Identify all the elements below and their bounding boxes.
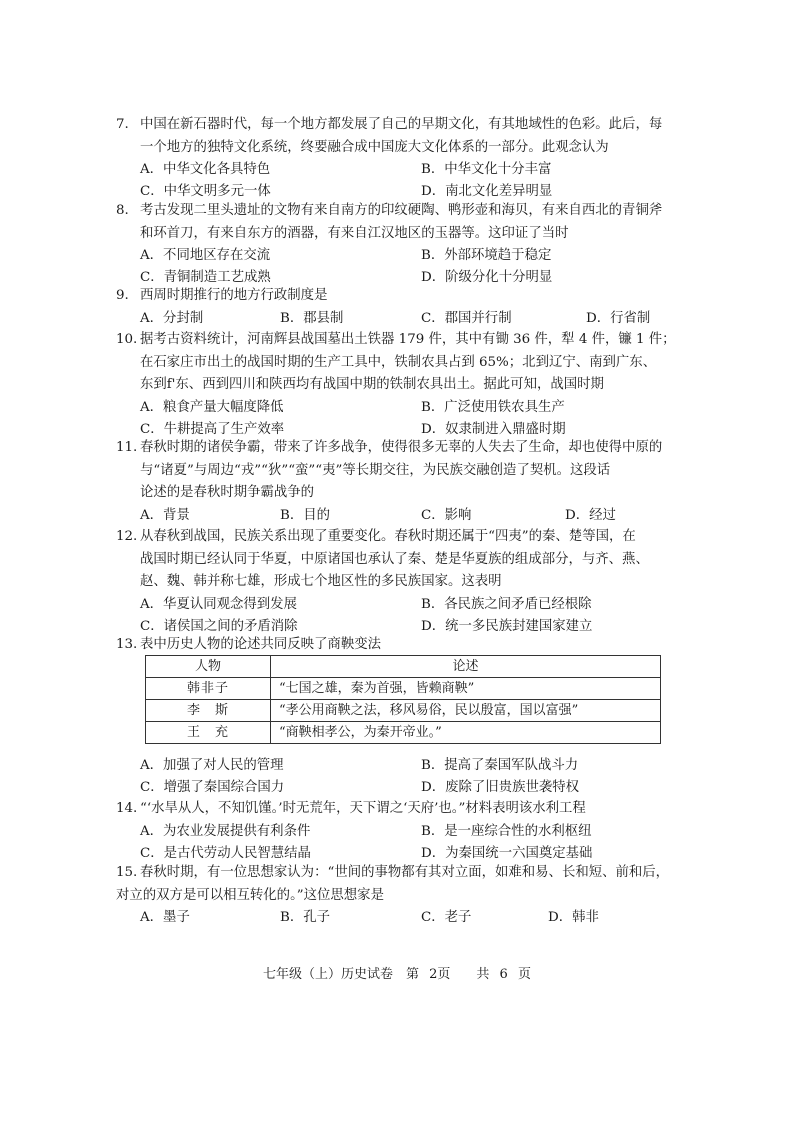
- stem-line: 赵、魏、韩并称七雄，形成七个地区性的多民族国家。这表明: [140, 574, 502, 589]
- table-cell-person: 王 充: [146, 722, 271, 744]
- stem-line: 战国时期已经认同于华夏，中原诸国也承认了秦、楚是华夏族的组成部分，与齐、燕、: [140, 551, 649, 567]
- option-b[interactable]: B．提高了秦国军队战斗力: [421, 758, 579, 773]
- question-number: 15.: [116, 865, 138, 880]
- option-b[interactable]: B．广泛使用铁农具生产: [421, 399, 565, 415]
- option-a[interactable]: A．加强了对人民的管理: [140, 758, 284, 773]
- option-c[interactable]: C．老子: [421, 910, 472, 925]
- option-c[interactable]: C．牛耕提高了生产效率: [140, 421, 285, 437]
- options-row: [116, 397, 676, 419]
- stem-line: 在石家庄市出土的战国时期的生产工具中，铁制农具占到 65%；北到辽宁、南到广东、: [140, 354, 657, 370]
- question-stem: [116, 114, 676, 159]
- question-stem: [116, 798, 676, 821]
- table-row: [146, 678, 661, 700]
- option-d[interactable]: D．韩非: [548, 910, 599, 925]
- question-10: [116, 329, 676, 441]
- question-number: 11.: [116, 440, 138, 455]
- options-row: [116, 755, 676, 777]
- stem-line: “‘水旱从人，不知饥馑。’时无荒年，天下谓之‘天府’也。”材料表明该水利工程: [140, 801, 586, 816]
- option-a[interactable]: A．华夏认同观念得到发展: [140, 596, 297, 612]
- question-number: 9.: [116, 288, 129, 303]
- option-d[interactable]: D．废除了旧贵族世袭特权: [421, 780, 580, 795]
- stem-line: 论述的是春秋时期争霸战争的: [140, 485, 315, 500]
- options-row: [116, 308, 676, 330]
- option-d[interactable]: D．行省制: [586, 310, 651, 326]
- option-d[interactable]: D．为秦国统一六国奠定基础: [421, 845, 593, 861]
- stem-line: 春秋时期，有一位思想家认为：“世间的事物都有其对立面，如难和易、长和短、前和后，: [140, 865, 670, 880]
- table-cell-person: 韩非子: [146, 678, 271, 700]
- question-stem: [116, 285, 676, 308]
- table-cell-quote: “孝公用商鞅之法，移风易俗，民以殷富，国以富强”: [271, 700, 661, 722]
- option-b[interactable]: B．中华文化十分丰富: [421, 162, 552, 177]
- question-14: [116, 798, 676, 865]
- option-d[interactable]: D．奴隶制进入鼎盛时期: [421, 421, 566, 437]
- option-a[interactable]: A．粮食产量大幅度降低: [140, 399, 284, 415]
- option-a[interactable]: A．分封制: [140, 310, 204, 326]
- option-d[interactable]: D．南北文化差异明显: [421, 184, 553, 199]
- stem-line: 中国在新石器时代，每一个地方都发展了自己的早期文化，有其地域性的色彩。此后，每: [140, 117, 663, 132]
- table-row: [146, 722, 661, 744]
- table-cell-quote: “七国之雄，秦为首强，皆赖商鞅”: [271, 678, 661, 700]
- options-row: [116, 907, 676, 929]
- question-stem: [116, 329, 676, 397]
- stem-line: 和环首刀，有来自东方的酒器，有来自江汉地区的玉器等。这印证了当时: [140, 225, 569, 241]
- option-b[interactable]: B．外部环境趋于稳定: [421, 248, 552, 263]
- question-stem: [116, 437, 676, 505]
- option-a[interactable]: A．墨子: [140, 910, 190, 925]
- question-number: 13.: [116, 637, 138, 652]
- option-c[interactable]: C．郡国并行制: [421, 310, 512, 326]
- table-row: [146, 700, 661, 722]
- question-stem: [116, 634, 676, 657]
- table-header: 论述: [271, 656, 661, 678]
- option-c[interactable]: C．增强了秦国综合国力: [140, 780, 285, 795]
- option-a[interactable]: A．为农业发展提供有利条件: [140, 823, 311, 839]
- option-a[interactable]: A．背景: [140, 507, 190, 523]
- question-number: 10.: [116, 332, 138, 347]
- question-11: [116, 437, 676, 527]
- stem-line: 据考古资料统计，河南辉县战国墓出土铁器 179 件，其中有锄 36 件，犁 4 件，镰 1 件；: [140, 332, 676, 347]
- option-c[interactable]: C．影响: [421, 507, 472, 523]
- options-row: [116, 821, 676, 843]
- stem-line: 与“诸夏”与周边“戎”“狄”“蛮”“夷”等长期交往，为民族交融创造了契机。这段话: [140, 462, 611, 478]
- question-number: 14.: [116, 801, 138, 816]
- question-number: 8.: [116, 203, 129, 218]
- option-b[interactable]: B．孔子: [280, 910, 331, 925]
- quote-table: [145, 655, 661, 744]
- option-a[interactable]: A．中华文化各具特色: [140, 162, 271, 177]
- question-stem: [116, 526, 676, 594]
- table-header-row: [146, 656, 661, 678]
- option-b[interactable]: B．是一座综合性的水利枢纽: [421, 823, 592, 839]
- options-row: [116, 777, 676, 799]
- table-header: 人物: [146, 656, 271, 678]
- stem-line: 表中历史人物的论述共同反映了商鞅变法: [140, 637, 382, 652]
- options-row: [116, 505, 676, 527]
- option-a[interactable]: A．不同地区存在交流: [140, 248, 271, 263]
- question-12: [116, 526, 676, 638]
- option-d[interactable]: D．统一多民族封建国家建立: [421, 618, 593, 634]
- question-8: [116, 200, 676, 289]
- stem-line: 东到f'东、西到四川和陕西均有战国中期的铁制农具出土。据此可知，战国时期: [140, 377, 604, 392]
- table-cell-quote: “商鞅相孝公，为秦开帝业。”: [271, 722, 661, 744]
- option-c[interactable]: C．是古代劳动人民智慧结晶: [140, 845, 311, 861]
- table-cell-person: 李 斯: [146, 700, 271, 722]
- option-c[interactable]: C．诸侯国之间的矛盾消除: [140, 618, 298, 634]
- option-d[interactable]: D．经过: [565, 507, 616, 523]
- question-13: [116, 634, 676, 657]
- stem-line: 考古发现二里头遗址的文物有来自南方的印纹硬陶、鸭形壶和海贝，有来自西北的青铜斧: [140, 203, 663, 218]
- options-row: [116, 159, 676, 181]
- question-9: [116, 285, 676, 330]
- option-b[interactable]: B．目的: [280, 507, 331, 523]
- question-13-options: [116, 755, 676, 799]
- option-b[interactable]: B．郡县制: [280, 310, 344, 326]
- stem-line: 从春秋到战国，民族关系出现了重要变化。春秋时期还属于“四夷”的秦、楚等国，在: [140, 529, 636, 544]
- stem-line: 一个地方的独特文化系统，终要融合成中国庞大文化体系的一部分。此观念认为: [140, 139, 609, 155]
- option-c[interactable]: C．中华文明多元一体: [140, 184, 271, 199]
- question-number: 7.: [116, 117, 129, 132]
- question-stem: [116, 200, 676, 245]
- option-d[interactable]: D．阶级分化十分明显: [421, 270, 553, 285]
- question-15: [116, 862, 676, 929]
- options-row: [116, 245, 676, 267]
- question-7: [116, 114, 676, 203]
- stem-line: 对立的双方是可以相互转化的。”这位思想家是: [116, 887, 384, 903]
- stem-line: 春秋时期的诸侯争霸，带来了许多战争，使得很多无辜的人失去了生命，却也使得中原的: [140, 440, 663, 455]
- question-number: 12.: [116, 529, 138, 544]
- question-stem: [116, 862, 676, 907]
- options-row: [116, 594, 676, 616]
- option-b[interactable]: B．各民族之间矛盾已经根除: [421, 596, 592, 612]
- page-footer: 七年级（上）历史试卷 第 2页 共 6 页: [263, 967, 531, 982]
- stem-line: 西周时期推行的地方行政制度是: [140, 288, 328, 303]
- option-c[interactable]: C．青铜制造工艺成熟: [140, 270, 271, 285]
